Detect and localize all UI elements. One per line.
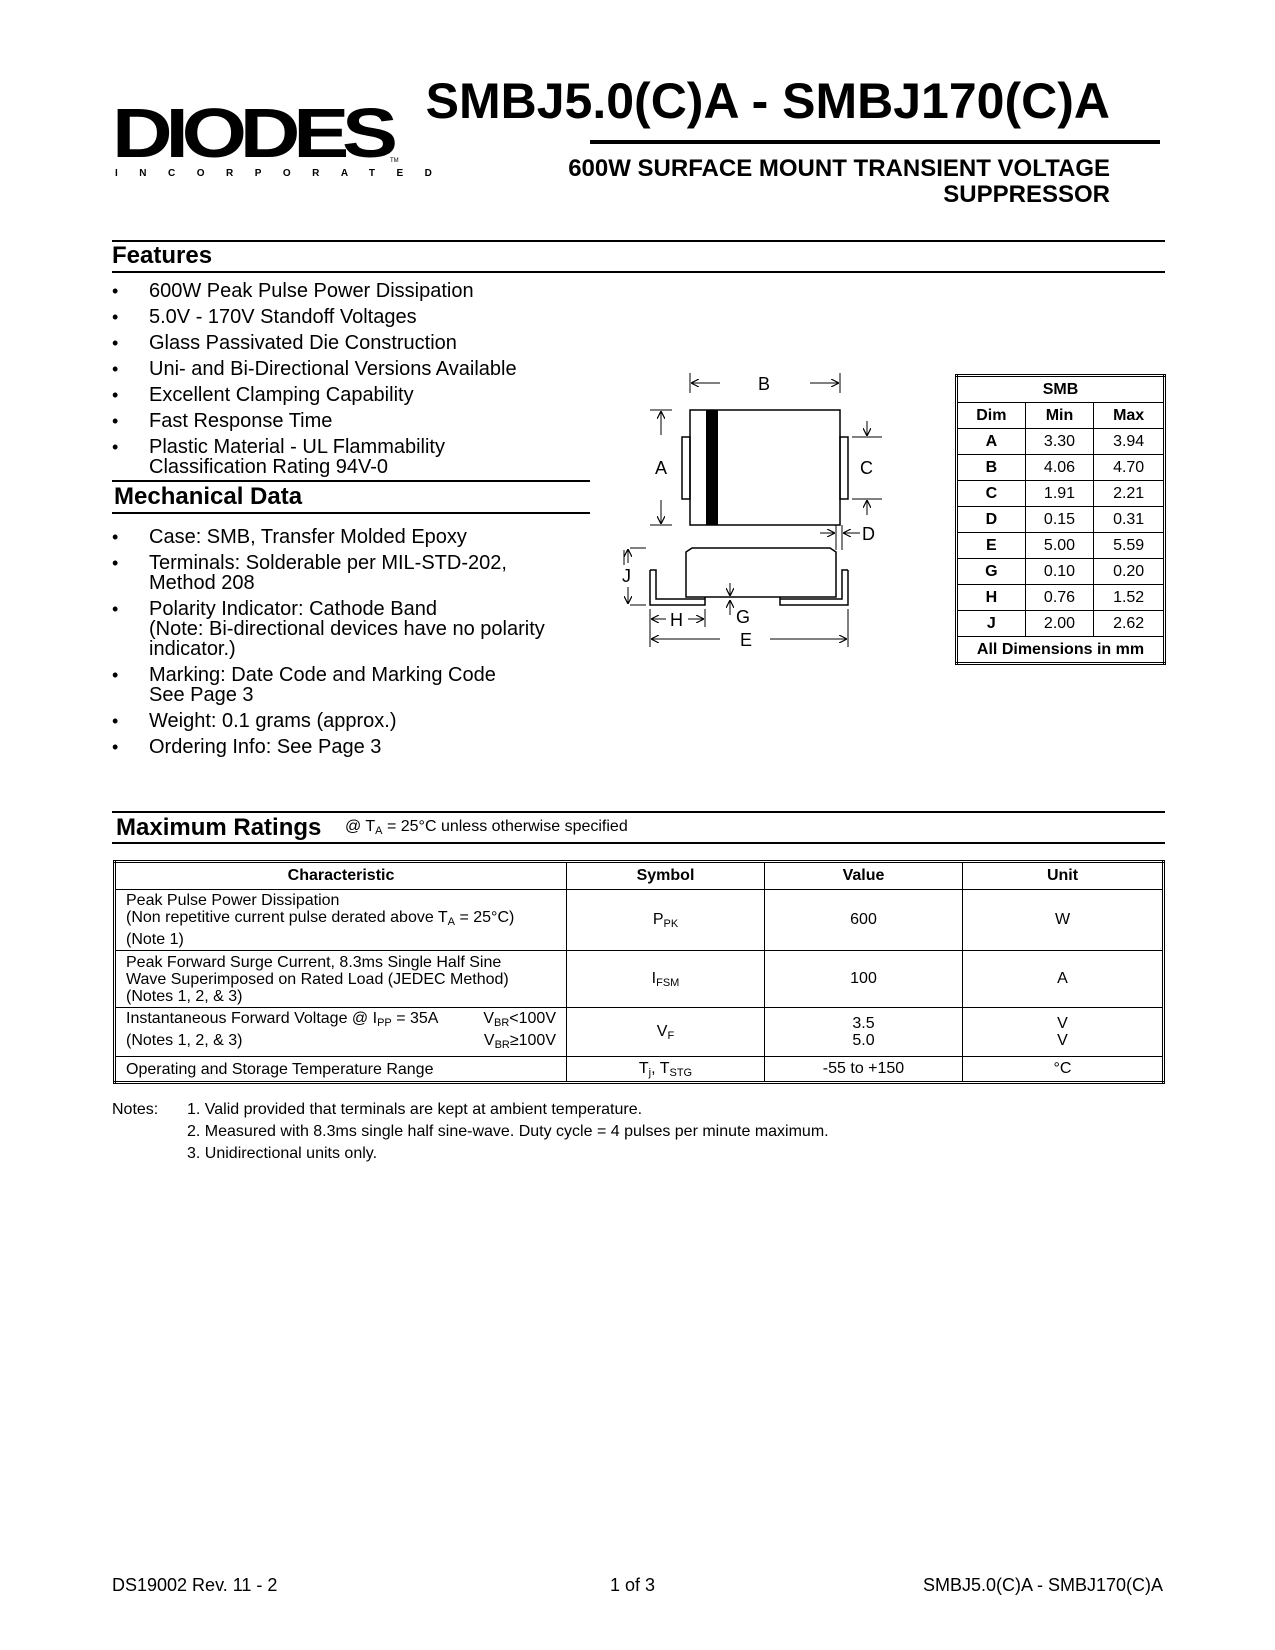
symbol-cell [567, 1057, 765, 1083]
column-header: Unit [963, 862, 1164, 890]
top-view-right-lead [840, 437, 848, 499]
dim-cell: D [957, 507, 1026, 533]
symbol-sub: j [648, 1066, 652, 1079]
page-title: SMBJ5.0(C)A - SMBJ170(C)A [425, 73, 1110, 129]
mech-text-cont: indicator.) [149, 638, 236, 660]
dim-label-b: B [758, 374, 771, 394]
unit-line: V [1057, 1015, 1068, 1032]
ratings-rule-bottom [112, 842, 1165, 844]
condition-sub: A [375, 825, 383, 837]
mech-text-cont: (Note: Bi-directional devices have no polarity [149, 618, 545, 640]
characteristic-cell [115, 1008, 567, 1057]
value-cell: 600 [765, 890, 963, 951]
cond-sub: BR [494, 1039, 510, 1051]
notes-label: Notes: [112, 1101, 159, 1118]
min-cell: 5.00 [1025, 533, 1094, 559]
column-header: Symbol [567, 862, 765, 890]
dim-cell: H [957, 585, 1026, 611]
list-item [112, 411, 612, 432]
feature-text-cont: Classification Rating 94V-0 [149, 456, 389, 478]
value-line: 3.5 [852, 1015, 875, 1032]
column-header: Min [1025, 403, 1094, 429]
feature-text: Uni- and Bi-Directional Versions Available [149, 358, 517, 380]
min-cell: 2.00 [1025, 611, 1094, 637]
ratings-rule-top [112, 811, 1165, 813]
feature-text: Glass Passivated Die Construction [149, 332, 457, 354]
feature-text: 600W Peak Pulse Power Dissipation [149, 280, 474, 302]
characteristic-cell [115, 951, 567, 1008]
symbol-cell [567, 1008, 765, 1057]
char-line: Wave Superimposed on Rated Load (JEDEC Method) [126, 970, 509, 988]
column-header: Value [765, 862, 963, 890]
min-cell: 0.76 [1025, 585, 1094, 611]
column-header: Dim [957, 403, 1026, 429]
dim-label-g: G [736, 607, 751, 627]
characteristic-cell [115, 890, 567, 951]
condition-prefix: @ T [345, 818, 376, 835]
max-cell: 4.70 [1094, 455, 1165, 481]
unit-cell: A [963, 951, 1164, 1008]
table-row [957, 533, 1165, 559]
top-view-left-lead [682, 437, 690, 499]
mech-text-cont: See Page 3 [149, 684, 254, 706]
dim-cell: G [957, 559, 1026, 585]
char-line: (Note 1) [126, 931, 184, 948]
cond-sub: BR [494, 1017, 510, 1029]
symbol: T [638, 1059, 649, 1077]
ratings-condition [345, 818, 628, 837]
char-sub: A [447, 916, 456, 928]
title-divider [590, 140, 1160, 144]
dim-label-c: C [860, 458, 873, 478]
feature-text: Excellent Clamping Capability [149, 384, 414, 406]
min-cell: 0.10 [1025, 559, 1094, 585]
list-item [112, 711, 592, 731]
ratings-table [113, 860, 1165, 1084]
table-row [115, 1057, 1164, 1083]
symbol-sub: F [667, 1029, 675, 1042]
note-item: 2. Measured with 8.3ms single half sine-wave. Duty cycle = 4 pulses per minute maximum. [187, 1123, 829, 1140]
dim-cell: C [957, 481, 1026, 507]
mech-text: • Polarity Indicator: Cathode Band [149, 598, 437, 620]
symbol: , T [651, 1059, 670, 1077]
unit-cell [963, 1008, 1164, 1057]
company-logo: DIODES [112, 94, 391, 172]
min-cell: 4.06 [1025, 455, 1094, 481]
dimensions-package-header: SMB [957, 376, 1165, 403]
company-logo-subtitle: INCORPORATED [115, 168, 454, 179]
max-cell: 3.94 [1094, 429, 1165, 455]
side-view-body [686, 548, 836, 597]
table-row [115, 1008, 1164, 1057]
symbol: P [652, 910, 664, 928]
cond-text: ≥100V [509, 1032, 556, 1049]
min-cell: 0.15 [1025, 507, 1094, 533]
list-item [112, 599, 592, 659]
cond-text: V [483, 1010, 494, 1027]
symbol-sub: FSM [656, 976, 680, 989]
char-line [126, 1010, 438, 1032]
list-item [112, 385, 612, 406]
char-sub: PP [377, 1017, 392, 1029]
symbol: V [656, 1022, 668, 1040]
mech-text: • Terminals: Solderable per MIL-STD-202, [149, 552, 507, 574]
table-row [957, 455, 1165, 481]
list-item [112, 737, 592, 757]
list-item [112, 359, 612, 380]
table-row [115, 890, 1164, 951]
feature-text: • Plastic Material - UL Flammability [149, 436, 445, 458]
list-item [112, 553, 592, 593]
dim-cell: A [957, 429, 1026, 455]
mechanical-rule-bottom [112, 512, 590, 514]
condition-suffix: = 25°C unless otherwise specified [382, 818, 628, 835]
list-item [112, 527, 592, 547]
char-line: Peak Forward Surge Current, 8.3ms Single Half Sine [126, 953, 502, 971]
condition-line [484, 1032, 556, 1054]
features-rule-top [112, 240, 1165, 242]
table-row [957, 429, 1165, 455]
mech-text: Weight: 0.1 grams (approx.) [149, 710, 397, 732]
unit-cell: W [963, 890, 1164, 951]
features-rule-bottom [112, 271, 1165, 273]
unit-cell: °C [963, 1057, 1164, 1083]
char-line: = 25°C) [455, 909, 515, 926]
char-text: Instantaneous Forward Voltage @ I [126, 1010, 378, 1027]
char-line: (Notes 1, 2, & 3) [126, 1032, 243, 1049]
list-item [112, 281, 612, 302]
table-row [957, 559, 1165, 585]
symbol-cell [567, 890, 765, 951]
max-cell: 0.20 [1094, 559, 1165, 585]
mechanical-rule-top [112, 480, 590, 482]
list-item [112, 307, 612, 328]
dim-label-j: J [622, 566, 631, 586]
value-line: 5.0 [852, 1032, 875, 1049]
dimensions-footer: All Dimensions in mm [957, 637, 1165, 664]
footer-part-range: SMBJ5.0(C)A - SMBJ170(C)A [922, 1575, 1163, 1595]
footer-page-number: 1 of 3 [610, 1575, 656, 1595]
subtitle-line-2: SUPPRESSOR [943, 181, 1110, 208]
char-text: = 35A [391, 1010, 439, 1027]
dim-cell: E [957, 533, 1026, 559]
features-list [112, 281, 612, 482]
condition-line [483, 1010, 556, 1032]
symbol-sub: STG [669, 1066, 693, 1079]
cond-text: V [483, 1032, 495, 1049]
dim-label-h: H [670, 610, 683, 630]
min-cell: 1.91 [1025, 481, 1094, 507]
mechanical-list [112, 527, 592, 762]
dim-label-e: E [740, 630, 753, 650]
notes-block [112, 1099, 829, 1165]
max-cell: 2.21 [1094, 481, 1165, 507]
column-header: Characteristic [115, 862, 567, 890]
char-line: Peak Pulse Power Dissipation [126, 892, 340, 909]
package-outline-diagram [622, 365, 900, 685]
list-item [112, 333, 612, 354]
subtitle-line-1: 600W SURFACE MOUNT TRANSIENT VOLTAGE [568, 155, 1110, 182]
ratings-heading: Maximum Ratings [116, 814, 322, 841]
mech-text-cont: Method 208 [149, 572, 255, 594]
symbol-sub: PK [663, 917, 679, 930]
table-row [957, 611, 1165, 637]
dim-label-d: D [862, 524, 875, 544]
table-row [957, 481, 1165, 507]
dim-cell: B [957, 455, 1026, 481]
min-cell: 3.30 [1025, 429, 1094, 455]
symbol: I [651, 969, 657, 987]
mech-text: Case: SMB, Transfer Molded Epoxy [149, 526, 467, 548]
char-line: (Notes 1, 2, & 3) [126, 987, 243, 1005]
mechanical-heading: Mechanical Data [114, 483, 303, 510]
cond-text: <100V [509, 1010, 556, 1027]
cathode-band [706, 410, 718, 525]
features-heading: Features [112, 242, 213, 269]
table-row [115, 951, 1164, 1008]
list-item [112, 665, 592, 705]
trademark-mark: TM [390, 158, 399, 164]
dimensions-table [955, 374, 1166, 665]
characteristic-cell: Operating and Storage Temperature Range [115, 1057, 567, 1083]
footer-doc-id: DS19002 Rev. 11 - 2 [112, 1575, 278, 1595]
max-cell: 2.62 [1094, 611, 1165, 637]
mech-text: • Marking: Date Code and Marking Code [149, 664, 496, 686]
mech-text: Ordering Info: See Page 3 [149, 736, 382, 758]
table-row [957, 507, 1165, 533]
note-item: 1. Valid provided that terminals are kept at ambient temperature. [187, 1101, 643, 1118]
feature-text: Fast Response Time [149, 410, 333, 432]
char-line: (Non repetitive current pulse derated above T [126, 909, 448, 926]
feature-text: 5.0V - 170V Standoff Voltages [149, 306, 417, 328]
symbol-cell [567, 951, 765, 1008]
list-item [112, 437, 612, 477]
note-item: 3. Unidirectional units only. [187, 1145, 378, 1162]
dim-cell: J [957, 611, 1026, 637]
unit-line: V [1057, 1032, 1068, 1049]
value-cell: -55 to +150 [765, 1057, 963, 1083]
table-row [957, 585, 1165, 611]
value-cell [765, 1008, 963, 1057]
page-subtitle [568, 156, 1110, 208]
max-cell: 0.31 [1094, 507, 1165, 533]
max-cell: 1.52 [1094, 585, 1165, 611]
value-cell: 100 [765, 951, 963, 1008]
max-cell: 5.59 [1094, 533, 1165, 559]
dim-label-a: A [655, 458, 668, 478]
column-header: Max [1094, 403, 1165, 429]
